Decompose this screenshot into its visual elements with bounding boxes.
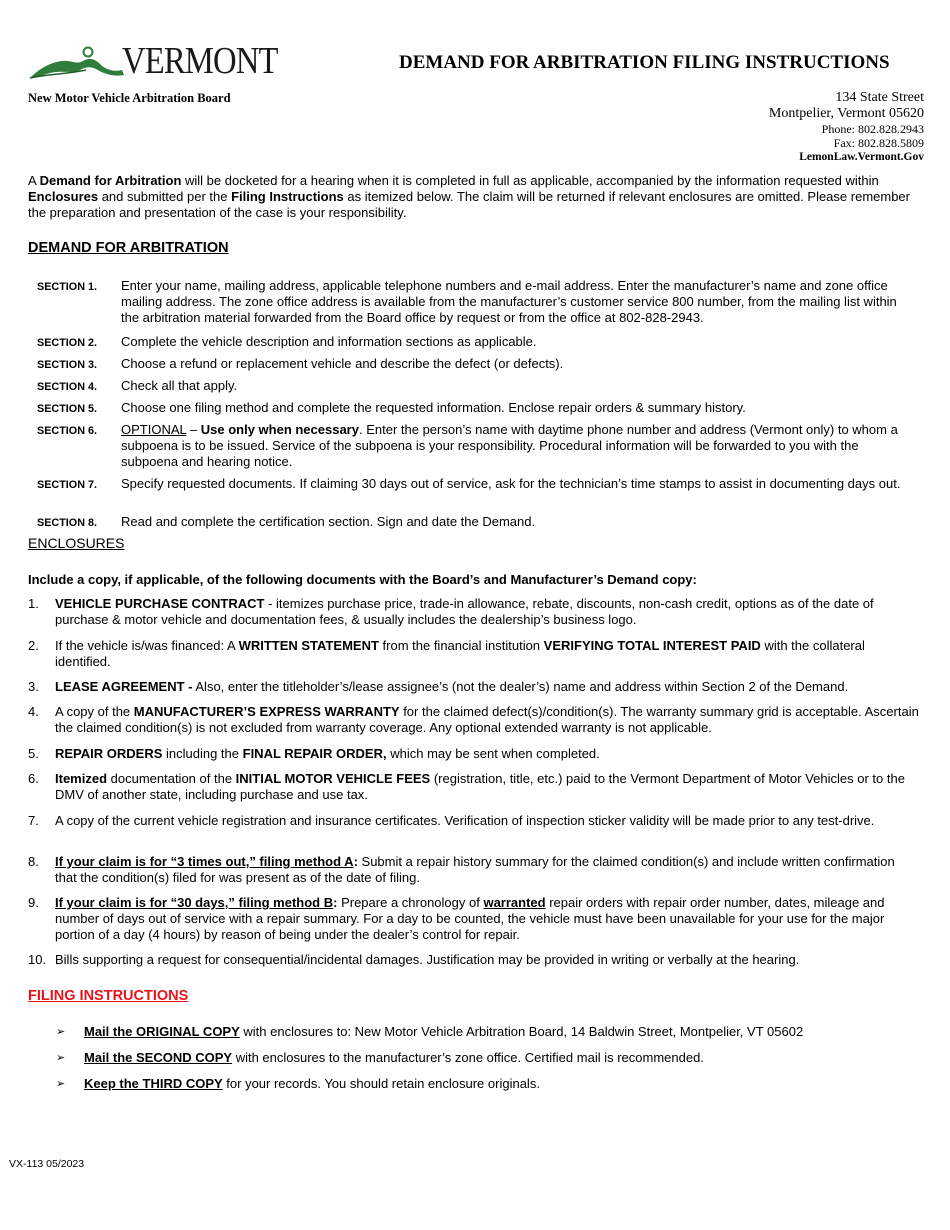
section-label: SECTION 5. bbox=[37, 403, 97, 415]
enclosure-bold-underline: warranted bbox=[483, 895, 546, 910]
section-text: Choose a refund or replacement vehicle and describe the defect (or defects). bbox=[121, 356, 564, 371]
enclosure-bold: FINAL REPAIR ORDER, bbox=[242, 746, 387, 761]
enclosure-text bbox=[55, 771, 920, 813]
filing-bold-underline: Mail the ORIGINAL COPY bbox=[84, 1024, 240, 1039]
enclosure-text bbox=[55, 704, 920, 746]
enclosure-number: 8. bbox=[28, 854, 39, 869]
filing-list bbox=[56, 1024, 803, 1102]
enclosure-body: Submit a repair history summary for the claimed condition(s) and include written confirmation that the condition(s) filed for was present as of the date of filing. bbox=[55, 854, 895, 885]
enclosure-number: 9. bbox=[28, 895, 39, 910]
intro-paragraph bbox=[28, 173, 923, 221]
enclosure-text: A copy of the current vehicle registration and insurance certificates. Verification of inspection sticker validity will be made prior to any test-drive. bbox=[55, 813, 875, 828]
address-website: LemonLaw.Vermont.Gov bbox=[799, 151, 924, 163]
enclosure-bold: LEASE AGREEMENT - bbox=[55, 679, 193, 694]
enclosure-bold-underline: If your claim is for “3 times out,” filing method A bbox=[55, 854, 354, 869]
enclosure-number: 10. bbox=[28, 952, 47, 967]
enclosure-item bbox=[28, 746, 920, 771]
enclosure-text: Bills supporting a request for consequential/incidental damages. Justification may be provided in writing or verbally at the hearing. bbox=[55, 952, 800, 967]
enclosure-body: documentation of the bbox=[107, 771, 236, 786]
section-label: SECTION 6. bbox=[37, 425, 97, 437]
enclosure-number: 5. bbox=[28, 746, 39, 761]
section-text: Specify requested documents. If claiming 30 days out of service, ask for the technician’s time stamps to assist in documenting days out. bbox=[121, 476, 901, 491]
filing-instructions-heading: FILING INSTRUCTIONS bbox=[28, 988, 189, 1004]
enclosure-body: including the bbox=[162, 746, 243, 761]
enclosure-body: (registration, title, etc.) paid to the Vermont Department of Motor Vehicles or to the DMV of another state, including purchase and use tax. bbox=[55, 771, 905, 802]
enclosure-body: A copy of the bbox=[55, 704, 134, 719]
section-text: Complete the vehicle description and information sections as applicable. bbox=[121, 334, 537, 349]
enclosure-text bbox=[55, 638, 920, 679]
filing-item bbox=[56, 1050, 803, 1076]
enclosure-body: for the claimed defect(s)/condition(s). The warranty summary grid is acceptable. Ascertain the claimed condition(s) is not excluded from warranty coverage. Any optional extended warranty is not applicable. bbox=[55, 704, 919, 735]
enclosures-list bbox=[28, 596, 920, 972]
enclosure-item bbox=[28, 638, 920, 679]
enclosure-bold: VERIFYING TOTAL INTEREST PAID bbox=[543, 638, 761, 653]
enclosure-text bbox=[55, 854, 920, 895]
filing-text bbox=[84, 1076, 540, 1091]
section-label: SECTION 7. bbox=[37, 479, 97, 491]
section-label: SECTION 2. bbox=[37, 337, 97, 349]
enclosure-body: repair orders with repair order number, dates, mileage and number of days out of service with a repair summary. For a day to be counted, the vehicle must have been unavailable for your use for the major portion of a day (4 hours) by reason of being under the dealer’s control for repair. bbox=[55, 895, 885, 942]
enclosure-body: Prepare a chronology of bbox=[337, 895, 484, 910]
enclosure-item bbox=[28, 704, 920, 746]
section-label: SECTION 8. bbox=[37, 517, 97, 529]
enclosure-body: which may be sent when completed. bbox=[386, 746, 600, 761]
enclosure-bold-underline: If your claim is for “30 days,” filing method B bbox=[55, 895, 334, 910]
enclosure-bold: INITIAL MOTOR VEHICLE FEES bbox=[235, 771, 431, 786]
board-name: New Motor Vehicle Arbitration Board bbox=[28, 91, 231, 105]
enclosure-item bbox=[28, 771, 920, 813]
filing-body: for your records. You should retain enclosure originals. bbox=[222, 1076, 540, 1091]
optional-label: OPTIONAL bbox=[121, 422, 187, 437]
enclosure-bold: VEHICLE PURCHASE CONTRACT bbox=[55, 596, 265, 611]
section-row bbox=[37, 514, 917, 534]
enclosure-text bbox=[55, 596, 920, 638]
section-row bbox=[37, 476, 917, 514]
enclosure-bold: : bbox=[353, 854, 358, 869]
enclosure-number: 6. bbox=[28, 771, 39, 786]
sections-list bbox=[37, 278, 917, 534]
contact-address bbox=[769, 90, 924, 164]
enclosure-bold: REPAIR ORDERS bbox=[55, 746, 163, 761]
address-city: Montpelier, Vermont 05620 bbox=[768, 106, 924, 121]
enclosures-intro: Include a copy, if applicable, of the following documents with the Board’s and Manufacturer’s Demand copy: bbox=[28, 572, 697, 587]
filing-body: with enclosures to the manufacturer’s zone office. Certified mail is recommended. bbox=[232, 1050, 704, 1065]
logo-text: VERMONT bbox=[122, 40, 278, 82]
intro-text: and submitted per the bbox=[98, 189, 232, 204]
enclosure-item bbox=[28, 596, 920, 638]
filing-text bbox=[84, 1050, 704, 1065]
intro-text: as itemized below. The claim will be returned if relevant enclosures are omitted. Please remember the preparation and presentation of the case is your responsibility. bbox=[28, 189, 910, 220]
enclosure-number: 1. bbox=[28, 596, 39, 611]
filing-bold-underline: Keep the THIRD COPY bbox=[84, 1076, 223, 1091]
section-row bbox=[37, 278, 917, 334]
document-title: DEMAND FOR ARBITRATION FILING INSTRUCTIONS bbox=[399, 52, 890, 73]
arrow-bullet-icon: ➢ bbox=[56, 1026, 66, 1038]
section-row bbox=[37, 334, 917, 356]
section-text: Choose one filing method and complete the requested information. Enclose repair orders & summary history. bbox=[121, 400, 746, 415]
section-text bbox=[121, 422, 917, 476]
intro-bold: Filing Instructions bbox=[231, 189, 344, 204]
filing-body: with enclosures to: New Motor Vehicle Arbitration Board, 14 Baldwin Street, Montpelier, VT 05602 bbox=[239, 1024, 804, 1039]
section-label: SECTION 3. bbox=[37, 359, 97, 371]
section-text-body: . Enter the person’s name with daytime phone number and address (Vermont only) to whom a subpoena is to be issued. Service of the subpoena is your responsibility. Procedural information will be forwarded to you with the subpoena and hearing notice. bbox=[121, 422, 898, 469]
filing-text bbox=[84, 1024, 803, 1039]
filing-item bbox=[56, 1024, 803, 1050]
section-row bbox=[37, 356, 917, 378]
enclosure-item bbox=[28, 854, 920, 895]
arrow-bullet-icon: ➢ bbox=[56, 1078, 66, 1090]
section-text: Enter your name, mailing address, applicable telephone numbers and e-mail address. Enter the manufacturer’s name and zone office mailing address. The zone office address is available from the manufacturer’s customer service 800 number, from the mailing list within the arbitration material forwarded from the Board office by request or from the office at 802-828-2943. bbox=[121, 278, 897, 325]
enclosure-bold: : bbox=[333, 895, 338, 910]
enclosure-bold: Itemized bbox=[55, 771, 108, 786]
intro-bold: Enclosures bbox=[28, 189, 99, 204]
enclosure-item bbox=[28, 952, 920, 972]
section-label: SECTION 4. bbox=[37, 381, 97, 393]
address-fax: Fax: 802.828.5809 bbox=[833, 136, 924, 150]
arrow-bullet-icon: ➢ bbox=[56, 1052, 66, 1064]
enclosure-body: - itemizes purchase price, trade-in allowance, rebate, discounts, non-cash credit, options as of the date of purchase & motor vehicle and documentation fees, & usually includes the dealership’s business logo. bbox=[55, 596, 874, 627]
enclosure-number: 4. bbox=[28, 704, 39, 719]
enclosure-number: 2. bbox=[28, 638, 39, 653]
enclosure-text bbox=[55, 679, 920, 704]
address-street: 134 State Street bbox=[835, 90, 924, 105]
filing-item bbox=[56, 1076, 803, 1102]
intro-text: A bbox=[28, 173, 40, 188]
enclosure-body: with the collateral identified. bbox=[55, 638, 865, 669]
section-label: SECTION 1. bbox=[37, 281, 97, 293]
filing-bold-underline: Mail the SECOND COPY bbox=[84, 1050, 233, 1065]
enclosure-body: from the financial institution bbox=[378, 638, 544, 653]
section-row bbox=[37, 400, 917, 422]
section-bold: Use only when necessary bbox=[200, 422, 359, 437]
enclosure-bold: MANUFACTURER’S EXPRESS WARRANTY bbox=[133, 704, 400, 719]
address-phone: Phone: 802.828.2943 bbox=[821, 122, 924, 136]
enclosure-item bbox=[28, 895, 920, 952]
enclosure-body: If the vehicle is/was financed: A bbox=[55, 638, 239, 653]
enclosure-number: 7. bbox=[28, 813, 39, 828]
enclosure-item bbox=[28, 679, 920, 704]
section-text: Read and complete the certification section. Sign and date the Demand. bbox=[121, 514, 536, 529]
enclosure-number: 3. bbox=[28, 679, 39, 694]
enclosures-heading: ENCLOSURES bbox=[28, 535, 125, 551]
logo-sun-icon bbox=[84, 48, 93, 57]
section-text-dash: – bbox=[186, 422, 201, 437]
enclosure-body: Also, enter the titleholder’s/lease assignee’s (not the dealer’s) name and address within Section 2 of the Demand. bbox=[192, 679, 849, 694]
enclosure-text bbox=[55, 746, 920, 771]
enclosure-bold: WRITTEN STATEMENT bbox=[238, 638, 379, 653]
section-text: Check all that apply. bbox=[121, 378, 238, 393]
enclosure-item bbox=[28, 813, 920, 854]
intro-bold: Demand for Arbitration bbox=[39, 173, 182, 188]
intro-text: will be docketed for a hearing when it is completed in full as applicable, accompanied by the information requested within bbox=[181, 173, 879, 188]
form-number: VX-113 05/2023 bbox=[9, 1158, 85, 1170]
enclosure-text bbox=[55, 895, 920, 952]
section-row bbox=[37, 378, 917, 400]
demand-heading: DEMAND FOR ARBITRATION bbox=[28, 240, 229, 256]
section-row bbox=[37, 422, 917, 476]
